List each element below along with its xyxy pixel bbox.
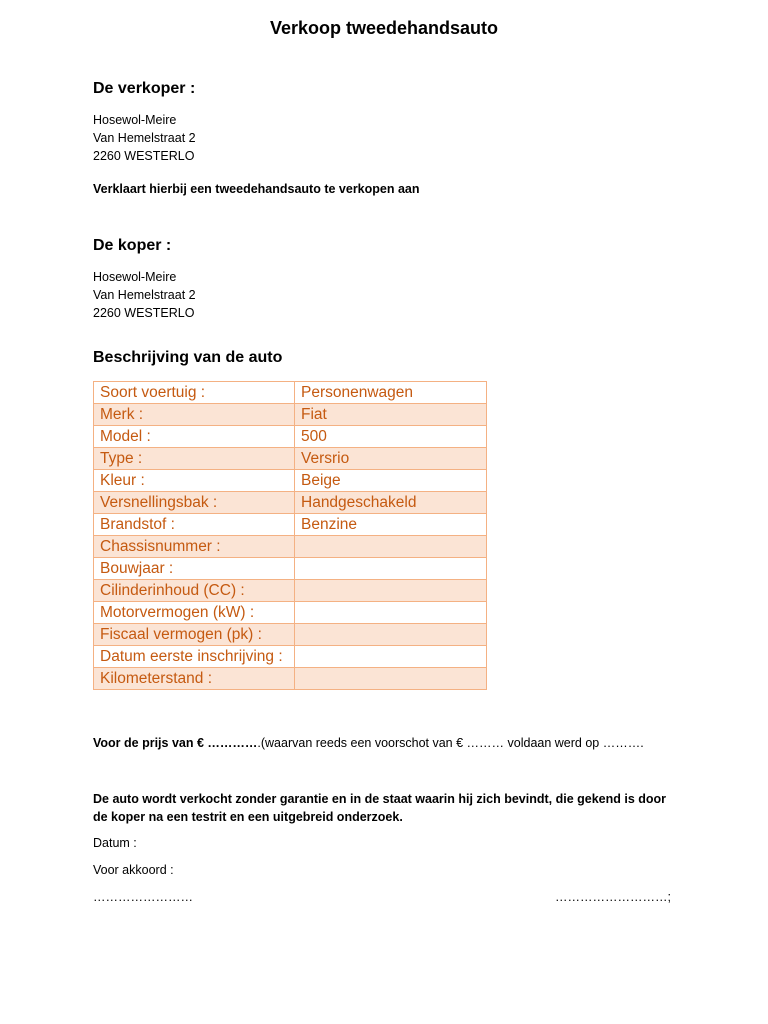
- declaration-text: Verklaart hierbij een tweedehandsauto te verkopen aan: [93, 182, 420, 196]
- table-row: [94, 558, 487, 580]
- buyer-heading: De koper :: [93, 237, 172, 254]
- table-row: [94, 536, 487, 558]
- signature-line-right: ………………………;: [555, 890, 671, 904]
- car-field-value: [295, 558, 487, 580]
- seller-city: 2260 WESTERLO: [93, 149, 195, 163]
- buyer-address: [93, 268, 196, 322]
- buyer-city: 2260 WESTERLO: [93, 306, 195, 320]
- table-row: [94, 470, 487, 492]
- car-field-label: Bouwjaar :: [94, 558, 295, 580]
- table-row: [94, 624, 487, 646]
- car-field-label: Motorvermogen (kW) :: [94, 602, 295, 624]
- price-line-bold: Voor de prijs van € …………: [93, 736, 258, 750]
- table-row: [94, 514, 487, 536]
- car-field-value: Handgeschakeld: [295, 492, 487, 514]
- car-field-value: Personenwagen: [295, 382, 487, 404]
- price-line-rest: .(waarvan reeds een voorschot van € ……… voldaan werd op ……….: [257, 736, 644, 750]
- car-field-value: Beige: [295, 470, 487, 492]
- car-field-value: Fiat: [295, 404, 487, 426]
- car-field-value: [295, 646, 487, 668]
- car-field-value: [295, 536, 487, 558]
- seller-address: [93, 111, 196, 165]
- description-heading: Beschrijving van de auto: [93, 349, 283, 366]
- car-field-value: 500: [295, 426, 487, 448]
- table-row: [94, 426, 487, 448]
- table-row: [94, 668, 487, 690]
- car-field-label: Cilinderinhoud (CC) :: [94, 580, 295, 602]
- car-description-table: [93, 381, 487, 690]
- price-line: [93, 736, 644, 750]
- car-field-label: Chassisnummer :: [94, 536, 295, 558]
- car-field-label: Brandstof :: [94, 514, 295, 536]
- car-field-label: Merk :: [94, 404, 295, 426]
- car-field-label: Kilometerstand :: [94, 668, 295, 690]
- table-row: [94, 602, 487, 624]
- buyer-street: Van Hemelstraat 2: [93, 288, 196, 302]
- car-field-label: Type :: [94, 448, 295, 470]
- car-field-value: [295, 602, 487, 624]
- car-field-value: Versrio: [295, 448, 487, 470]
- table-row: [94, 492, 487, 514]
- table-row: [94, 646, 487, 668]
- document-title: Verkoop tweedehandsauto: [269, 18, 499, 38]
- car-field-label: Fiscaal vermogen (pk) :: [94, 624, 295, 646]
- table-row: [94, 382, 487, 404]
- car-field-label: Versnellingsbak :: [94, 492, 295, 514]
- signature-line-left: ……………………: [93, 890, 193, 904]
- car-field-label: Soort voertuig :: [94, 382, 295, 404]
- warranty-text: De auto wordt verkocht zonder garantie en in de staat waarin hij zich bevindt, die gekend is door de koper na een testrit en een uitgebreid onderzoek.: [93, 792, 667, 824]
- table-row: [94, 448, 487, 470]
- seller-street: Van Hemelstraat 2: [93, 131, 196, 145]
- agreement-label: Voor akkoord :: [93, 863, 174, 877]
- car-field-label: Datum eerste inschrijving :: [94, 646, 295, 668]
- date-label: Datum :: [93, 836, 137, 850]
- seller-heading: De verkoper :: [93, 80, 196, 97]
- seller-name: Hosewol-Meire: [93, 113, 177, 127]
- car-field-value: [295, 624, 487, 646]
- car-field-label: Kleur :: [94, 470, 295, 492]
- car-field-label: Model :: [94, 426, 295, 448]
- buyer-name: Hosewol-Meire: [93, 270, 177, 284]
- table-row: [94, 580, 487, 602]
- table-row: [94, 404, 487, 426]
- car-field-value: [295, 580, 487, 602]
- car-field-value: [295, 668, 487, 690]
- car-field-value: Benzine: [295, 514, 487, 536]
